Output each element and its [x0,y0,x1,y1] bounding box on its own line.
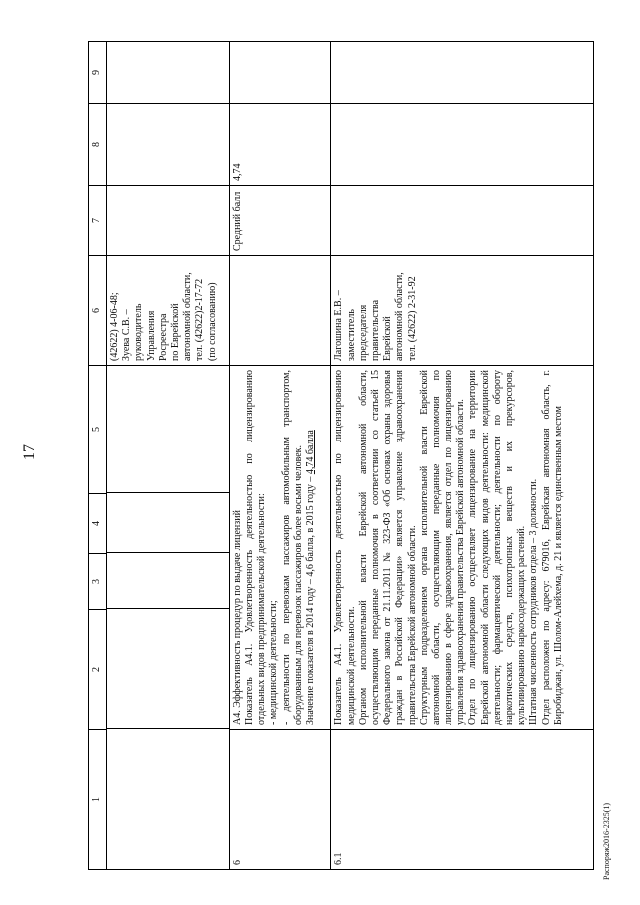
row-description [229,366,331,730]
cell-line: заместитель [345,309,357,361]
page-number: 17 [21,444,38,460]
cell-line: Органом исполнительной власти Еврейской автономной области, осуществляющим переданные полномочия в соответствии со статьей 15 Федерального закона от 21.11.2011 № 323-ФЗ «Об основах охраны здоровья граждан в Российской Федерации» является управление здравоохранения правительства Еврейской автономной области. [357,370,418,725]
header-cell-4: 4 [89,494,107,554]
document-stamp: Распоряж2016-2325(1) [602,802,611,880]
row-number: 6.1 [331,730,594,870]
cell-target-value: 4,74 [229,104,331,186]
cell-indicator-unit: Средний балл [229,186,331,256]
rotated-table-container [88,42,594,870]
cell-line: (42622) 4-06-48; [109,292,121,361]
table-row [107,42,230,870]
cell-line: по Еврейской [170,303,182,361]
header-cell-6: 6 [89,256,107,366]
cell-line: Управления [145,310,157,361]
cell-line: (по согласованию) [206,282,218,361]
cell-line: Показатель А4.1. Удовлетворенность деятельностью по лицензированию медицинской деятельности. [333,370,357,725]
value-underlined: 4,74 балла [304,430,316,475]
cell-note [107,42,230,104]
cell-line: Структурным подразделением органа исполнительной власти Еврейской автономной области, осуществляющим переданные полномочия по лицензированию в сфере здравоохранения, является отдел по лицензированию управления здравоохранения правительства Еврейской автономной области. [418,370,467,725]
cell-indicator-unit [107,186,230,256]
cell-line: Штатная численность сотрудников отдела – 3 должности. [528,478,540,725]
indicator-value-line [305,370,317,725]
cell-target-value [331,104,594,186]
cell-responsible [331,256,594,366]
header-cell-1: 1 [89,730,107,870]
cell-line: Отдел расположен по адресу: 679016, Еврейская автономная область, г. Биробиджан, ул. Шолом-Алейхема, д. 21 и является единственным местом [540,370,564,725]
header-cell-8: 8 [89,104,107,186]
cell-line: автономной области, [394,272,406,361]
row-description [331,366,594,730]
measures-table [88,41,594,870]
header-cell-3: 3 [89,554,107,610]
row-number: 6 [229,730,331,870]
cell-line: - медицинской деятельности; [268,600,280,725]
table-row [229,42,331,870]
cell-line: Лагошина Е.В. – [333,290,345,361]
cell-responsible [229,256,331,366]
header-cell-5: 5 [89,366,107,494]
cell-line: руководитель [133,303,145,361]
cell-note [331,42,594,104]
header-cell-9: 9 [89,42,107,104]
cell-line: правительства [369,299,381,361]
value-prefix: Значение показателя в 2014 году – 4,6 балла, в 2015 году – [304,474,316,725]
cell-indicator-unit [331,186,594,256]
cell-line: тел. (42622) 2-31-92 [406,276,418,361]
header-cell-7: 7 [89,186,107,256]
cell-line: Зуева С.В. – [121,309,133,361]
cell-line: Росреестра [157,313,169,361]
cell-line: автономной области, [182,272,194,361]
cell-line: - деятельности по перевозкам пассажиров автомобильным транспортом, оборудованным для перевозок пассажиров более восьми человек. [280,370,304,725]
cell-target-value [107,104,230,186]
header-cell-2: 2 [89,610,107,730]
cell-responsible [107,256,230,366]
header-row [89,42,107,870]
cell-line: председателя [357,304,369,361]
cell-line: А4. Эффективность процедур по выдаче лицензий [231,510,243,725]
cell-line: Показатель А4.1. Удовлетворенность деятельностью по лицензированию отдельных видов предпринимательской деятельности: [244,370,268,725]
cell-line: Отдел по лицензированию осуществляет лицензирование на территории Еврейской автономной области следующих видов деятельности: медицинской деятельности; фармацевтической деятельности; деятельности по обороту наркотических средств, психотропных веществ и их прекурсоров, культивированию наркосодержащих растений. [467,370,528,725]
cell-line: Еврейской [382,316,394,361]
cell-note [229,42,331,104]
cell-line: тел. (42622)2-17-72 [194,278,206,361]
table-row [331,42,594,870]
cont-cell-1-5 [107,366,230,870]
